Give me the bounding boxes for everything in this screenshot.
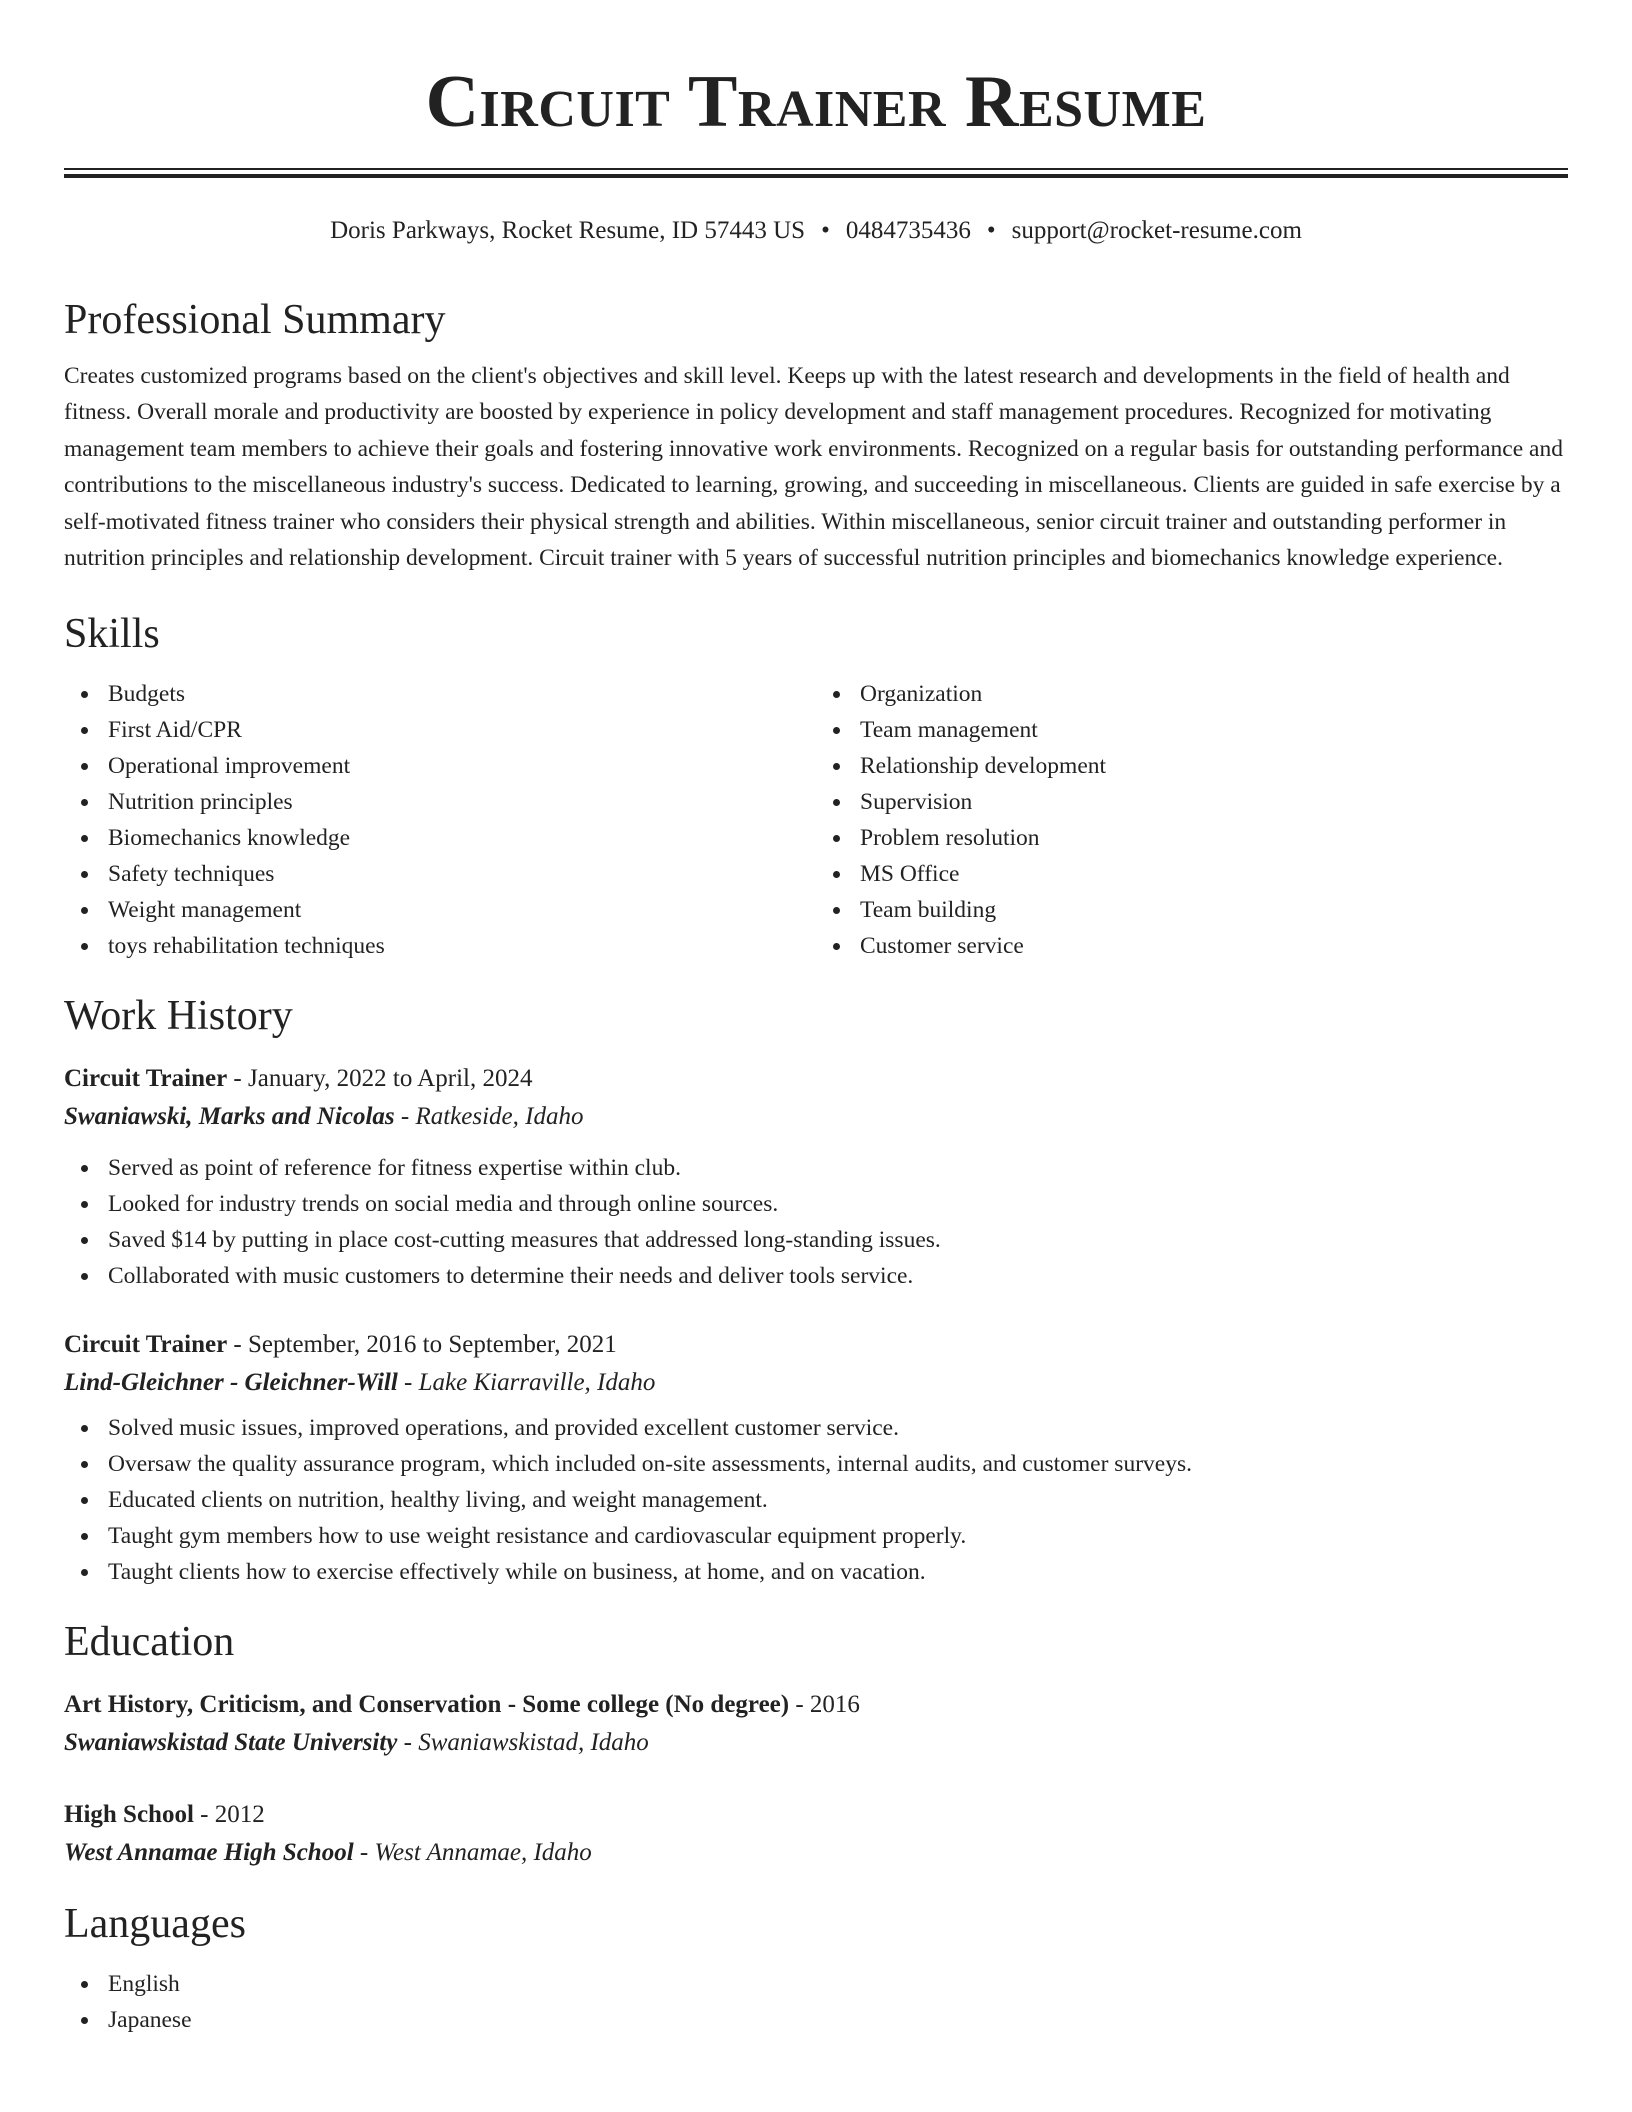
education-year: - 2016	[789, 1691, 860, 1719]
contact-separator: •	[821, 217, 830, 244]
education-header	[64, 1796, 1568, 1834]
job-dates: - September, 2016 to September, 2021	[227, 1331, 617, 1359]
job-entry	[64, 1326, 1568, 1590]
education-school: Swaniawskistad State University	[64, 1729, 398, 1757]
skill-item: Team building	[860, 892, 1568, 928]
languages-list	[64, 1966, 1568, 2038]
education-location: - Swaniawskistad, Idaho	[397, 1729, 649, 1757]
job-duty: Saved $14 by putting in place cost-cutting measures that addressed long-standing issues.	[108, 1222, 1568, 1258]
language-item: English	[108, 1966, 1568, 2002]
job-title: Circuit Trainer	[64, 1065, 228, 1093]
education-section	[64, 1610, 1568, 1872]
job-duty: Taught clients how to exercise effectively while on business, at home, and on vacation.	[108, 1554, 1568, 1590]
job-duty: Educated clients on nutrition, healthy living, and weight management.	[108, 1482, 1568, 1518]
education-degree: High School	[64, 1801, 194, 1829]
skills-heading: Skills	[64, 611, 160, 658]
job-company: Swaniawski, Marks and Nicolas	[64, 1103, 395, 1131]
job-title: Circuit Trainer	[64, 1331, 228, 1359]
job-duty: Taught gym members how to use weight resistance and cardiovascular equipment properly.	[108, 1518, 1568, 1554]
education-heading: Education	[64, 1619, 235, 1666]
job-duties	[64, 1150, 1568, 1294]
work-history-heading: Work History	[64, 993, 293, 1040]
languages-heading: Languages	[64, 1901, 246, 1948]
contact-email[interactable]: support@rocket-resume.com	[1011, 217, 1302, 244]
skills-list-right	[816, 676, 1568, 964]
skills-section	[64, 602, 1568, 964]
contact-separator: •	[986, 217, 996, 244]
skill-item: Operational improvement	[108, 748, 816, 784]
title-divider-thick	[64, 174, 1568, 178]
skill-item: Relationship development	[860, 748, 1568, 784]
job-header	[64, 1060, 1568, 1098]
job-header	[64, 1326, 1568, 1364]
skill-item: Supervision	[860, 784, 1568, 820]
skill-item: Safety techniques	[108, 856, 816, 892]
education-school-line	[64, 1724, 1568, 1762]
skill-item: toys rehabilitation techniques	[108, 928, 816, 964]
skills-list-left	[64, 676, 816, 964]
resume-body	[64, 288, 1568, 2038]
summary-text: Creates customized programs based on the client's objectives and skill level. Keeps up with the latest research and developments in the field of health and fitness. Overall morale and productivity are boosted by experience in policy development and staff management procedures. Recognized for motivating management team members to achieve their goals and fostering innovative work environments. Recognized on a regular basis for outstanding performance and contributions to the miscellaneous industry's success. Dedicated to learning, growing, and succeeding in miscellaneous. Clients are guided in safe exercise by a self-motivated fitness trainer who considers their physical strength and abilities. Within miscellaneous, senior circuit trainer and outstanding performer in nutrition principles and relationship development. Circuit trainer with 5 years of successful nutrition principles and biomechanics knowledge experience.	[64, 363, 1563, 572]
job-location: - Lake Kiarraville, Idaho	[397, 1369, 656, 1397]
summary-heading: Professional Summary	[64, 297, 446, 343]
education-school: West Annamae High School	[64, 1839, 354, 1867]
languages-section	[64, 1892, 1568, 2038]
skill-item: MS Office	[860, 856, 1568, 892]
contact-address: Doris Parkways, Rocket Resume, ID 57443 US	[330, 217, 806, 244]
skill-item: Problem resolution	[860, 820, 1568, 856]
skills-columns	[64, 676, 1568, 964]
job-company-line	[64, 1098, 1568, 1136]
job-dates: - January, 2022 to April, 2024	[227, 1065, 533, 1093]
job-entry	[64, 1060, 1568, 1294]
title-divider-thin	[64, 168, 1568, 170]
education-entry	[64, 1796, 1568, 1872]
skill-item: Budgets	[108, 676, 816, 712]
education-year: - 2012	[193, 1801, 265, 1829]
job-company: Lind-Gleichner - Gleichner-Will	[64, 1369, 398, 1397]
job-duty: Oversaw the quality assurance program, which included on-site assessments, internal audits, and customer surveys.	[108, 1446, 1568, 1482]
job-duty: Collaborated with music customers to determine their needs and deliver tools service.	[108, 1258, 1568, 1294]
resume-title: Circuit Trainer Resume	[425, 61, 1207, 143]
contact-phone: 0484735436	[845, 217, 971, 244]
education-header	[64, 1686, 1568, 1724]
job-duty: Solved music issues, improved operations, and provided excellent customer service.	[108, 1410, 1568, 1446]
job-company-line	[64, 1364, 1568, 1402]
education-school-line	[64, 1834, 1568, 1872]
skill-item: First Aid/CPR	[108, 712, 816, 748]
education-degree: Art History, Criticism, and Conservation - Some college (No degree)	[64, 1691, 790, 1719]
skill-item: Nutrition principles	[108, 784, 816, 820]
skill-item: Biomechanics knowledge	[108, 820, 816, 856]
education-entry	[64, 1686, 1568, 1762]
job-location: - Ratkeside, Idaho	[394, 1103, 584, 1131]
job-duties	[64, 1410, 1568, 1590]
skill-item: Organization	[860, 676, 1568, 712]
job-duty: Looked for industry trends on social media and through online sources.	[108, 1186, 1568, 1222]
summary-section	[64, 288, 1568, 576]
education-location: - West Annamae, Idaho	[353, 1839, 592, 1867]
skill-item: Team management	[860, 712, 1568, 748]
language-item: Japanese	[108, 2002, 1568, 2038]
job-duty: Served as point of reference for fitness expertise within club.	[108, 1150, 1568, 1186]
work-history-section	[64, 984, 1568, 1590]
skill-item: Customer service	[860, 928, 1568, 964]
skill-item: Weight management	[108, 892, 816, 928]
contact-line	[0, 214, 1632, 248]
